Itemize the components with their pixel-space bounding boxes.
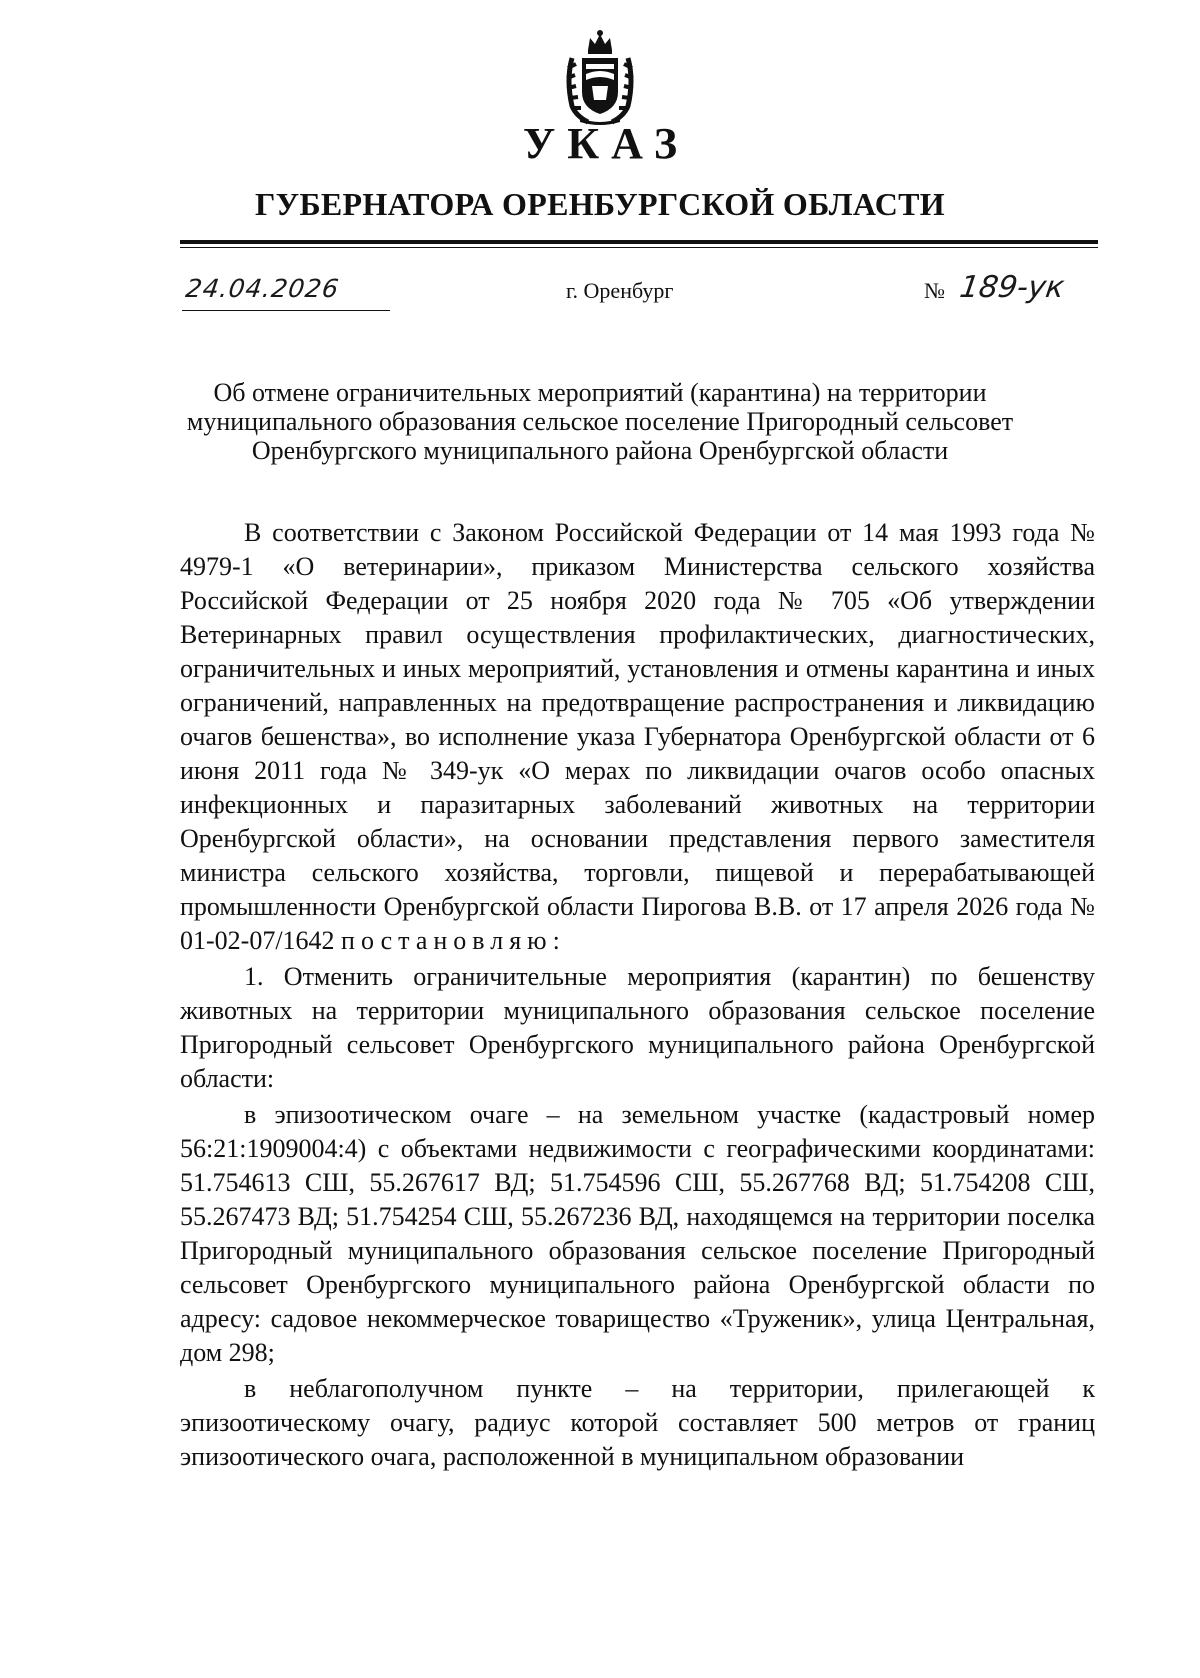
city-label: г. Оренбург xyxy=(566,278,674,303)
handwritten-document-number: 189-ук xyxy=(957,270,1067,305)
heading-line: Об отмене ограничительных мероприятий (карантина) на территории xyxy=(213,378,987,407)
document-title: УКАЗ xyxy=(522,119,690,168)
handwritten-date: 24.04.2026 xyxy=(183,274,342,303)
header-divider-thin xyxy=(180,247,1098,248)
preamble-text: В соответствии с Законом Российской Федерации от 14 мая 1993 года № 4979-1 «О ветеринарии», приказом Министерства сельского хозяйства Российской Федерации от 25 ноября 2020 года № 705 «Об утверждении Ветеринарных правил осуществления профилактических, диагностических, ограничительных и иных мероприятий, установления и отмены карантина и иных ограничений, направленных на предотвращение распространения и ликвидацию очагов бешенства», во исполнение указа Губернатора Оренбургской области от 6 июня 2011 года № 349-ук «О мерах по ликвидации очагов особо опасных инфекционных и паразитарных заболеваний животных на территории Оренбургской области», на основании представления первого заместителя министра сельского хозяйства, торговли, пищевой и перерабатывающей промышленности Оренбургской области Пирогова В.В. от 17 апреля 2026 года № 01-02-07/1642 xyxy=(180,518,1095,955)
coat-of-arms-emblem xyxy=(562,28,638,126)
episootic-focus-paragraph: в эпизоотическом очаге – на земельном участке (кадастровый номер 56:21:1909004:4) с объектами недвижимости с географическими координатами: 51.754613 СШ, 55.267617 ВД; 51.754596 СШ, 55.267768 ВД; 51.754208 СШ, 55.267473 ВД; 51.754254 СШ, 55.267236 ВД, находящемся на территории поселка Пригородный муниципального образования сельское поселение Пригородный сельсовет Оренбургского муниципального района Оренбургской области по адресу: садовое некоммерческое товарищество «Труженик», улица Центральная, дом 298; xyxy=(180,1100,1095,1367)
document-subtitle: ГУБЕРНАТОРА ОРЕНБУРГСКОЙ ОБЛАСТИ xyxy=(255,186,945,222)
heading-line: муниципального образования сельское поселение Пригородный сельсовет xyxy=(186,407,1014,436)
number-sign: № xyxy=(924,278,945,303)
item-1-paragraph: 1. Отменить ограничительные мероприятия (карантин) по бешенству животных на территории муниципального образования сельское поселение Пригородный сельсовет Оренбургского муниципального района Оренбургской области: xyxy=(180,962,1095,1093)
document-heading xyxy=(160,378,1040,465)
unfavorable-point-paragraph: в неблагополучном пункте – на территории, прилегающей к эпизоотическому очагу, радиус которой составляет 500 метров от границ эпизоотического очага, расположенной в муниципальном образовании xyxy=(180,1374,1095,1471)
preamble-paragraph xyxy=(180,516,1095,958)
heading-line: Оренбургского муниципального района Оренбургской области xyxy=(251,436,949,465)
resolve-word: постановляю: xyxy=(341,926,566,955)
document-body xyxy=(180,516,1095,1474)
header-divider-thick xyxy=(180,240,1098,244)
date-field xyxy=(182,274,390,311)
